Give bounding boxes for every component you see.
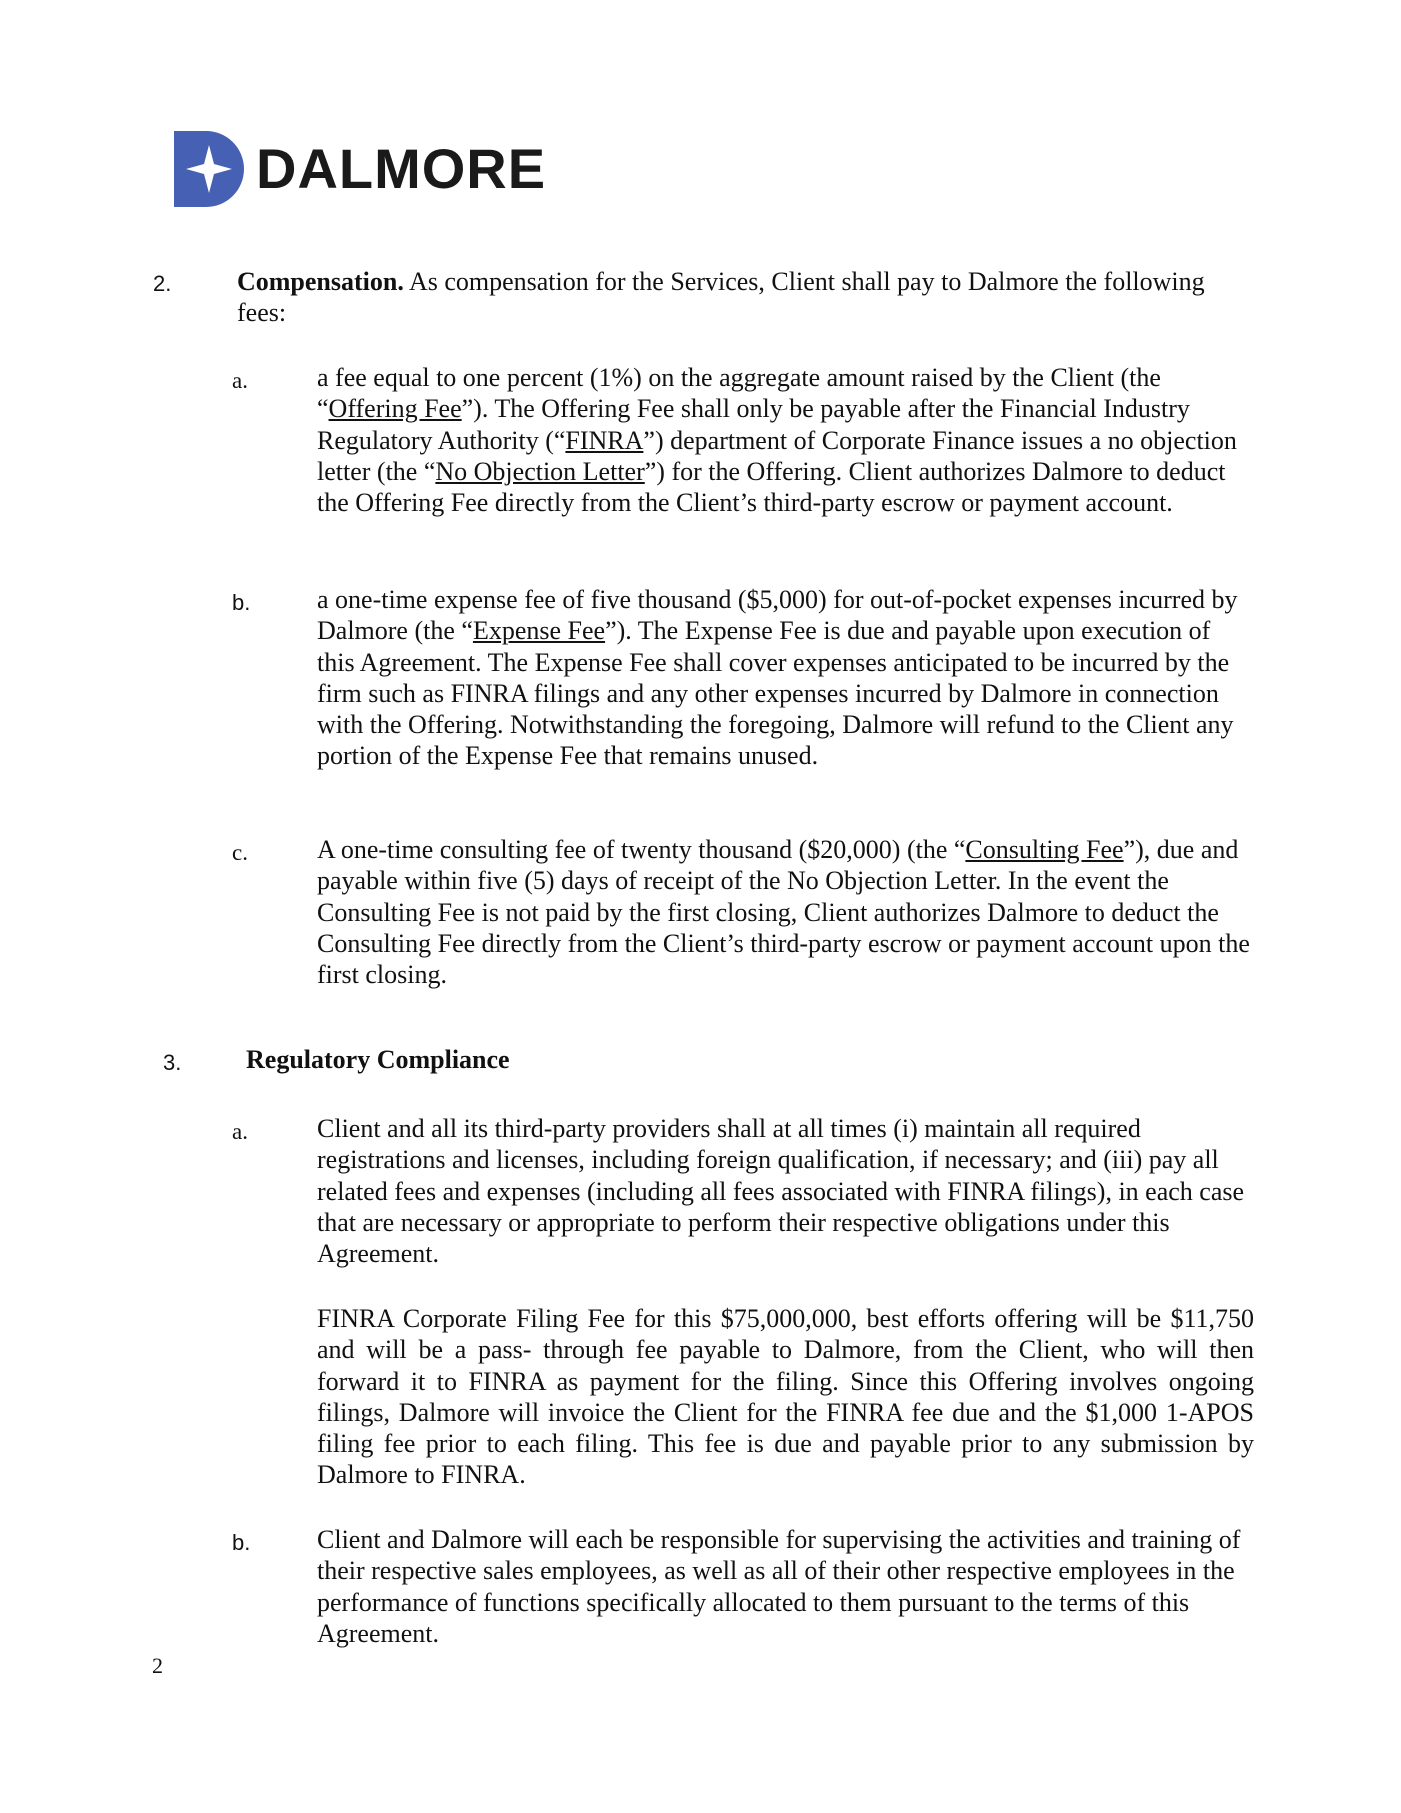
term-consulting-fee: Consulting Fee: [965, 835, 1124, 864]
logo-wordmark: DALMORE: [256, 137, 547, 200]
section-3-number: 3.: [163, 1050, 182, 1075]
dalmore-logo-icon: [174, 131, 244, 207]
item-2b-text: a one-time expense fee of five thousand ($5,000) for out-of-pocket expenses incurred by Dalmore (the “Expense Fee”). The Expense Fee is due and payable upon execution of this Agreement. The Expense Fee shall cover expenses anticipated to be incurred by the firm such as FINRA filings and any other expenses incurred by Dalmore in connection with the Offering. Notwithstanding the foregoing, Dalmore will refund to the Client any portion of the Expense Fee that remains unused.: [317, 585, 1238, 771]
section-2-title: Compensation.: [237, 267, 404, 296]
section-2-intro-text: As compensation for the Services, Client shall pay to Dalmore the following fees:: [237, 267, 1205, 327]
item-3a-finra-fee-text: FINRA Corporate Filing Fee for this $75,000,000, best efforts offering will be $11,750 and will be a pass- through fee payable to Dalmore, from the Client, who will then forward it to FINRA as payment for the filing. Since this Offering involves ongoing filings, Dalmore will invoice the Client for the FINRA fee due and the $1,000 1-APOS filing fee prior to each filing. This fee is due and payable prior to any submission by Dalmore to FINRA.: [317, 1304, 1254, 1490]
item-2a-text: a fee equal to one percent (1%) on the aggregate amount raised by the Client (the “Offering Fee”). The Offering Fee shall only be payable after the Financial Industry Regulatory Authority (“FINRA”) department of Corporate Finance issues a no objection letter (the “No Objection Letter”) for the Offering. Client authorizes Dalmore to deduct the Offering Fee directly from the Client’s third-party escrow or payment account.: [317, 363, 1237, 518]
term-expense-fee: Expense Fee: [472, 616, 606, 646]
item-3b-letter: b.: [232, 1530, 251, 1555]
dalmore-logo: [174, 131, 546, 207]
item-3a-letter: a.: [232, 1119, 248, 1144]
term-no-objection-letter: No Objection Letter: [435, 456, 645, 486]
item-3b-text: Client and Dalmore will each be responsible for supervising the activities and training of their respective sales employees, as well as all of their other respective employees in the performance of functions specifically allocated to them pursuant to the terms of this Agreement.: [317, 1525, 1241, 1648]
term-offering-fee: Offering Fee: [328, 394, 462, 424]
section-2-intro: [237, 266, 1257, 328]
item-2c-text: A one-time consulting fee of twenty thousand ($20,000) (the “Consulting Fee”), due and payable within five (5) days of receipt of the No Objection Letter. In the event the Consulting Fee is not paid by the first closing, Client authorizes Dalmore to deduct the Consulting Fee directly from the Client’s third-party escrow or payment account upon the first closing.: [317, 835, 1250, 990]
item-2b-letter: b.: [232, 590, 251, 615]
term-finra: FINRA: [565, 425, 644, 455]
item-3a-text: Client and all its third-party providers shall at all times (i) maintain all required registrations and licenses, including foreign qualification, if necessary; and (iii) pay all related fees and expenses (including all fees associated with FINRA filings), in each case that are necessary or appropriate to perform their respective obligations under this Agreement.: [317, 1114, 1245, 1269]
page-number: 2: [152, 1653, 163, 1678]
section-3-title: Regulatory Compliance: [246, 1045, 510, 1074]
section-2-number: 2.: [153, 271, 172, 296]
item-2c-letter: c.: [232, 840, 248, 865]
item-2a-letter: a.: [232, 368, 248, 393]
